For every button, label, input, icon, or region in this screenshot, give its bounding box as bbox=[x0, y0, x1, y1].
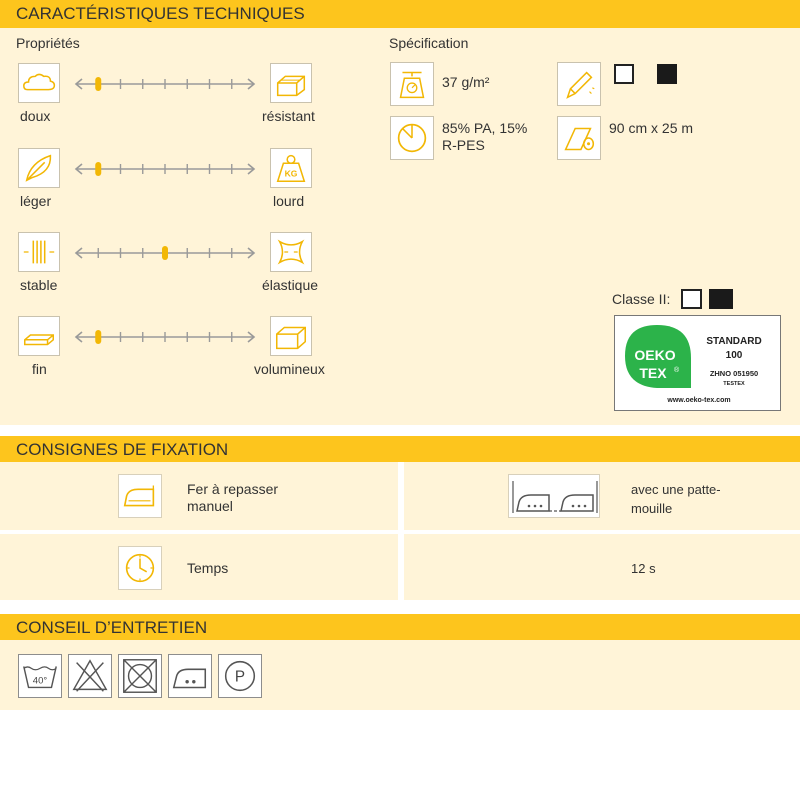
property-right-label: résistant bbox=[262, 108, 315, 124]
thin-layer-icon bbox=[18, 316, 60, 356]
scale-weight-icon bbox=[390, 62, 434, 106]
cloud-icon bbox=[18, 63, 60, 103]
section-title: CONSIGNES DE FIXATION bbox=[16, 440, 229, 459]
scale-marker bbox=[95, 77, 101, 91]
classe-swatch-black bbox=[709, 289, 733, 309]
oeko-code: ZHNO 051950 bbox=[709, 369, 759, 378]
property-left-label: stable bbox=[20, 277, 58, 293]
registered-mark: ® bbox=[674, 367, 680, 374]
oeko-tex-logo bbox=[615, 316, 782, 412]
oeko-institute: TESTEX bbox=[723, 381, 745, 387]
classe-label: Classe II: bbox=[612, 291, 671, 307]
specification-heading: Spécification bbox=[389, 35, 469, 51]
property-scale bbox=[71, 327, 259, 347]
property-scale bbox=[71, 243, 259, 263]
section-header-fixation bbox=[0, 436, 800, 462]
no-tumble-dry-icon bbox=[118, 654, 162, 698]
iron-press-cloth-icon bbox=[508, 474, 600, 518]
property-scale bbox=[71, 159, 259, 179]
iron-icon bbox=[118, 474, 162, 518]
color-swatch-white bbox=[614, 64, 634, 84]
scale-marker bbox=[162, 246, 168, 260]
standard-text: STANDARD bbox=[706, 336, 762, 347]
volume-block-icon bbox=[270, 316, 312, 356]
property-left-label: fin bbox=[32, 361, 47, 377]
spec-composition-line2: R-PES bbox=[442, 137, 485, 153]
dry-clean-p-icon bbox=[218, 654, 262, 698]
fixation-cell-iron-note bbox=[404, 462, 800, 530]
property-right-label: volumineux bbox=[254, 361, 325, 377]
iron-label-line1: Fer à repasser bbox=[187, 481, 279, 497]
stable-fabric-icon bbox=[18, 232, 60, 272]
standard-number: 100 bbox=[725, 350, 743, 361]
pie-composition-icon bbox=[390, 116, 434, 160]
classe-swatch-white bbox=[681, 289, 702, 309]
fabric-roll-icon bbox=[557, 116, 601, 160]
clock-icon bbox=[118, 546, 162, 590]
spec-weight: 37 g/m² bbox=[442, 74, 490, 90]
properties-heading: Propriétés bbox=[16, 35, 80, 51]
scale-marker bbox=[95, 162, 101, 176]
iron-label-line2: manuel bbox=[187, 498, 233, 514]
fixation-cell-time-value bbox=[404, 534, 800, 600]
time-label: Temps bbox=[187, 560, 229, 576]
oeko-url: www.oeko-tex.com bbox=[667, 397, 731, 404]
section-title: CARACTÉRISTIQUES TECHNIQUES bbox=[16, 4, 305, 23]
property-scale bbox=[71, 74, 259, 94]
wash-40-icon bbox=[18, 654, 62, 698]
dry-clean-letter: P bbox=[234, 668, 246, 686]
property-right-label: lourd bbox=[273, 193, 305, 209]
iron-two-dots-icon bbox=[168, 654, 212, 698]
scale-marker bbox=[95, 330, 101, 344]
brick-icon bbox=[270, 63, 312, 103]
tex-word: TEX bbox=[639, 365, 667, 381]
property-left-label: léger bbox=[20, 193, 52, 209]
section-title: CONSEIL D’ENTRETIEN bbox=[16, 618, 208, 637]
property-left-label: doux bbox=[20, 108, 51, 124]
property-right-label: élastique bbox=[262, 277, 319, 293]
kg-text: KG bbox=[284, 168, 298, 179]
feather-icon bbox=[18, 148, 60, 188]
spec-composition-line1: 85% PA, 15% bbox=[442, 120, 528, 136]
stretch-fabric-icon bbox=[270, 232, 312, 272]
wash-temp: 40° bbox=[32, 675, 48, 687]
no-bleach-icon bbox=[68, 654, 112, 698]
section-header-care bbox=[0, 614, 800, 640]
time-value: 12 s bbox=[631, 561, 656, 576]
oeko-word: OEKO bbox=[634, 347, 676, 363]
oeko-tex-label bbox=[614, 315, 781, 411]
pencil-color-icon bbox=[557, 62, 601, 106]
iron-note-line2: mouille bbox=[631, 501, 673, 516]
color-swatch-black bbox=[657, 64, 677, 84]
section-header-tech bbox=[0, 0, 800, 28]
iron-note-line1: avec une patte- bbox=[631, 482, 721, 497]
weight-kg-icon bbox=[270, 148, 312, 188]
spec-dimensions: 90 cm x 25 m bbox=[609, 120, 694, 136]
